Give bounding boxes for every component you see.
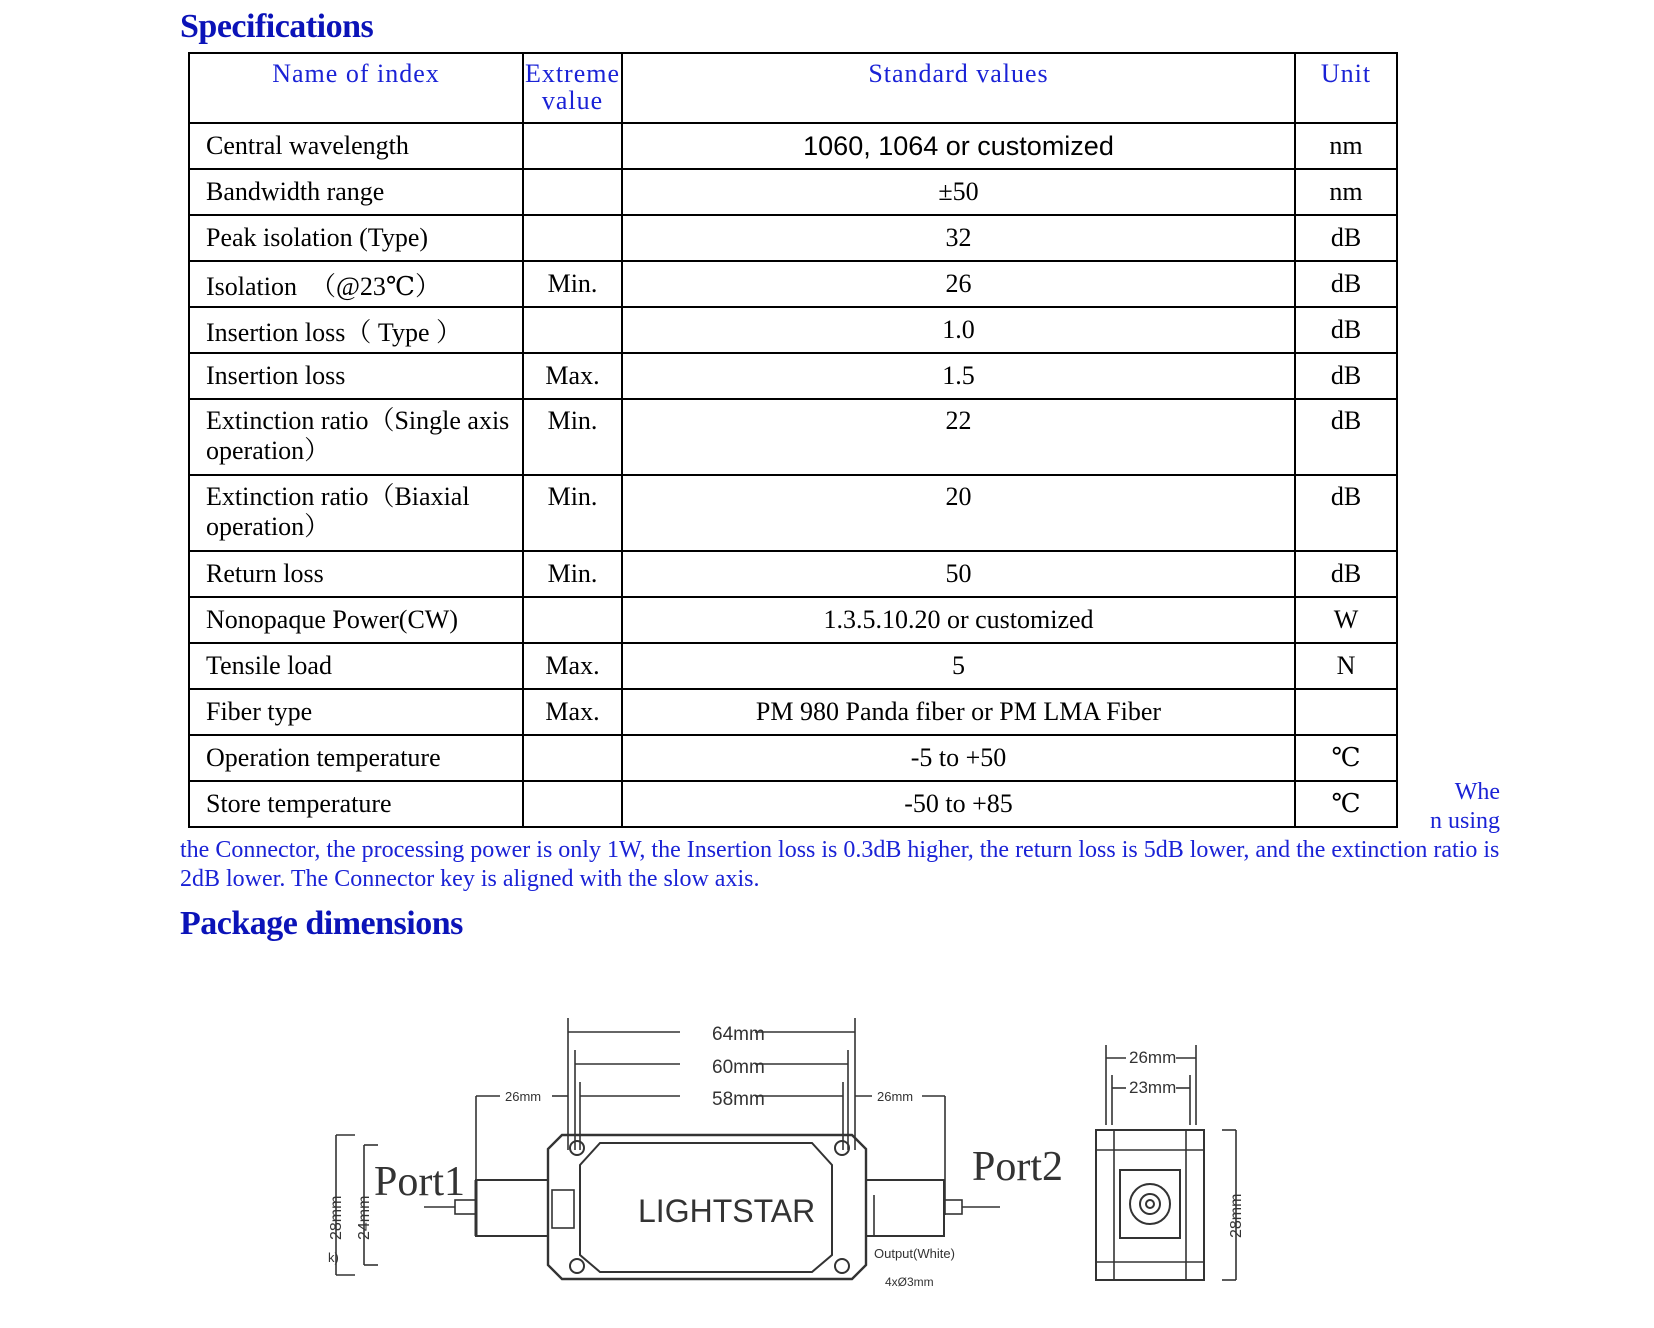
row-name: Nonopaque Power(CW) (189, 597, 523, 643)
package-dimensions-heading: Package dimensions (180, 905, 463, 942)
header-extreme-line2: value (541, 86, 604, 115)
row-name: Extinction ratio（Biaxial operation） (189, 475, 523, 551)
row-unit: dB (1295, 475, 1397, 551)
brand-logo: LIGHTSTAR (638, 1193, 816, 1229)
header-unit: Unit (1295, 53, 1397, 123)
row-unit: dB (1295, 261, 1397, 307)
row-standard: 26 (622, 261, 1295, 307)
row-standard: ±50 (622, 169, 1295, 215)
row-standard: 1.5 (622, 353, 1295, 399)
row-unit: ℃ (1295, 781, 1397, 827)
row-extreme: Min. (523, 261, 622, 307)
row-unit: dB (1295, 353, 1397, 399)
row-standard: -50 to +85 (622, 781, 1295, 827)
row-unit: dB (1295, 307, 1397, 353)
row-unit: dB (1295, 215, 1397, 261)
row-unit: dB (1295, 399, 1397, 475)
row-name: Insertion loss（ Type ） (189, 307, 523, 353)
note-body: the Connector, the processing power is only 1W, the Insertion loss is 0.3dB higher, the return loss is 5dB lower, and the extinction ratio is 2dB lower. The Connector key is aligned with the slow axis. (180, 837, 1500, 892)
end-dim-26mm: 26mm (1129, 1048, 1177, 1067)
row-standard: 32 (622, 215, 1295, 261)
row-name: Store temperature (189, 781, 523, 827)
end-dim-28mm: 28mm (1228, 1193, 1245, 1238)
row-name: Fiber type (189, 689, 523, 735)
left-cut-text: k) (328, 1250, 339, 1265)
row-name: Peak isolation (Type) (189, 215, 523, 261)
row-extreme: Max. (523, 689, 622, 735)
output-label: Output(White) (874, 1246, 955, 1261)
port2-label: Port2 (972, 1144, 1064, 1190)
row-name: Bandwidth range (189, 169, 523, 215)
dim-60mm: 60mm (712, 1057, 765, 1078)
dim-26mm-right: 26mm (877, 1089, 914, 1104)
row-name: Tensile load (189, 643, 523, 689)
row-name: Operation temperature (189, 735, 523, 781)
header-extreme-line1: Extreme (524, 59, 621, 88)
row-name: Return loss (189, 551, 523, 597)
row-unit: nm (1295, 169, 1397, 215)
specifications-heading: Specifications (180, 8, 374, 45)
row-extreme: Min. (523, 551, 622, 597)
end-dim-23mm: 23mm (1129, 1078, 1177, 1097)
row-unit: N (1295, 643, 1397, 689)
row-extreme: Min. (523, 399, 622, 475)
row-unit: dB (1295, 551, 1397, 597)
row-standard: PM 980 Panda fiber or PM LMA Fiber (622, 689, 1295, 735)
row-unit: ℃ (1295, 735, 1397, 781)
row-name: Insertion loss (189, 353, 523, 399)
row-unit: nm (1295, 123, 1397, 169)
dim-28mm-left: 28mm (328, 1195, 345, 1240)
dim-58mm: 58mm (712, 1089, 765, 1110)
dim-26mm-left: 26mm (505, 1089, 542, 1104)
header-standard-values: Standard values (622, 53, 1295, 123)
row-name: Central wavelength (189, 123, 523, 169)
row-standard: 1060, 1064 or customized (622, 123, 1295, 169)
dim-24mm: 24mm (356, 1195, 373, 1240)
row-extreme: Min. (523, 475, 622, 551)
row-extreme: Max. (523, 353, 622, 399)
mount-hole-dim: 4xØ3mm (885, 1275, 934, 1289)
row-standard: 22 (622, 399, 1295, 475)
row-extreme: Max. (523, 643, 622, 689)
row-unit: W (1295, 597, 1397, 643)
dim-64mm: 64mm (712, 1024, 765, 1045)
header-name-of-index: Name of index (189, 53, 523, 123)
row-standard: 1.3.5.10.20 or customized (622, 597, 1295, 643)
row-standard: 5 (622, 643, 1295, 689)
note-line1: Whe (1454, 779, 1500, 805)
note-line2: n using (1429, 808, 1500, 834)
row-standard: -5 to +50 (622, 735, 1295, 781)
row-name: Extinction ratio（Single axis operation） (189, 399, 523, 475)
row-standard: 50 (622, 551, 1295, 597)
row-standard: 20 (622, 475, 1295, 551)
row-standard: 1.0 (622, 307, 1295, 353)
port1-label: Port1 (374, 1159, 466, 1205)
row-name: Isolation （@23℃） (189, 261, 523, 307)
